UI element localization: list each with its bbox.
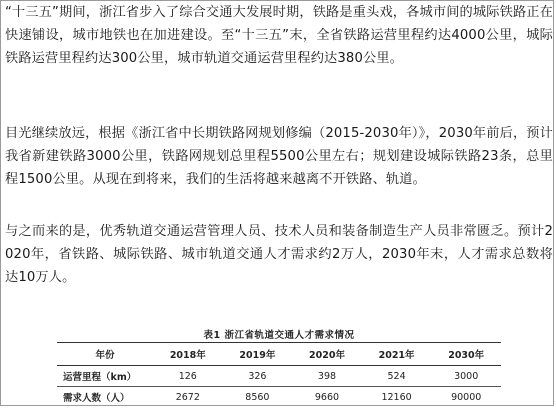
row-label-demand: 需求人数（人） (57, 387, 153, 407)
header-cell-2019: 2019年 (223, 343, 293, 366)
table-cell: 3000 (431, 366, 501, 387)
table-cell: 12160 (362, 387, 432, 407)
table-row-mileage (57, 366, 501, 387)
header-cell-2021: 2021年 (362, 343, 432, 366)
row-label-mileage: 运营里程（km） (57, 366, 153, 387)
header-cell-2020: 2020年 (292, 343, 362, 366)
table-cell: 326 (223, 366, 293, 387)
table-header-row (57, 343, 501, 366)
table-cell: 8560 (223, 387, 293, 407)
table-cell: 2672 (153, 387, 223, 407)
table-cell: 90000 (431, 387, 501, 407)
header-cell-2030: 2030年 (431, 343, 501, 366)
paragraph-intro: “十三五”期间，浙江省步入了综合交通大发展时期，铁路是重头戏，各城市间的城际铁路正在快速铺设，城市地铁也在加进建设。至“十三五”末，全省铁路运营里程约达4000公里，城际铁路运营里程约达300公里，城市轨道交通运营里程约达380公里。 (5, 5, 553, 66)
header-cell-year: 年份 (57, 343, 153, 366)
table-row-demand (57, 387, 501, 407)
talent-demand-table (57, 342, 501, 406)
paragraph-talent: 与之而来的是，优秀轨道交通运营管理人员、技术人员和装备制造生产人员非常匮乏。预计2020年，省铁路、城际铁路、城市轨道交通人才需求约2万人，2030年末，人才需求总数将达10万人。 (5, 224, 553, 285)
table-cell: 398 (292, 366, 362, 387)
table-cell: 524 (362, 366, 432, 387)
header-cell-2018: 2018年 (153, 343, 223, 366)
table-title: 表1 浙江省轨道交通人才需求情况 (203, 330, 355, 341)
paragraph-plan: 目光继续放远，根据《浙江省中长期铁路网规划修编（2015-2030年）》，2030年前后，预计我省新建铁路3000公里，铁路网规划总里程5500公里左右；规划建设城际铁路23条，总里程1500公里。从现在到将来，我们的生活将越来越离不开铁路、轨道。 (5, 126, 553, 187)
table-cell: 9660 (292, 387, 362, 407)
table-cell: 126 (153, 366, 223, 387)
